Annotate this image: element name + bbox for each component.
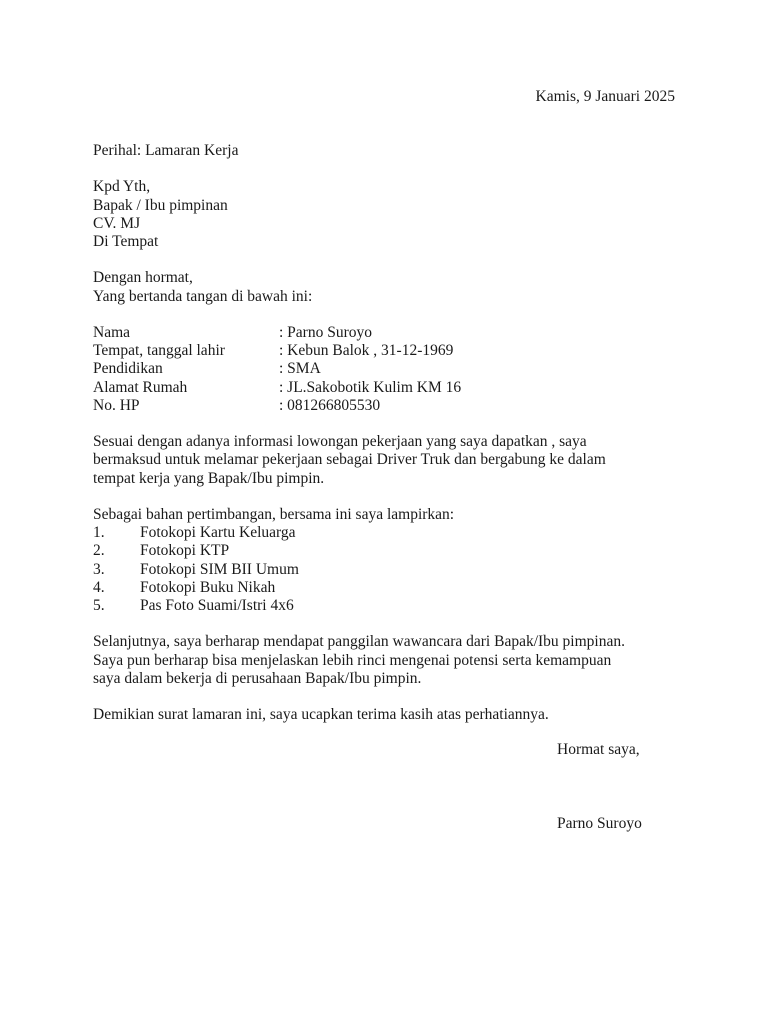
list-number: 5. <box>93 597 105 614</box>
list-item <box>93 524 683 542</box>
identity-row <box>93 324 683 342</box>
list-item <box>93 597 683 615</box>
identity-label: Tempat, tanggal lahir <box>93 342 225 360</box>
identity-label: Pendidikan <box>93 360 163 378</box>
identity-value: : Kebun Balok , 31-12-1969 <box>279 342 454 360</box>
identity-label: Nama <box>93 323 131 341</box>
paragraph-line: Saya pun berharap bisa menjelaskan lebih rinci mengenai potensi serta kemampuan <box>93 651 612 669</box>
subject-line: Perihal: Lamaran Kerja <box>93 142 239 159</box>
recipient-block <box>93 178 683 251</box>
paragraph-line: saya dalam bekerja di perusahaan Bapak/Ibu pimpin. <box>93 669 422 687</box>
identity-row <box>93 360 683 378</box>
greeting: Dengan hormat, <box>93 269 193 287</box>
letter-date: Kamis, 9 Januari 2025 <box>535 88 675 105</box>
recipient-line: Bapak / Ibu pimpinan <box>93 196 228 214</box>
identity-value: : Parno Suroyo <box>279 323 372 341</box>
closing-statement: Demikian surat lamaran ini, saya ucapkan terima kasih atas perhatiannya. <box>93 706 549 724</box>
list-text: Fotokopi SIM BII Umum <box>140 560 299 578</box>
list-item <box>93 561 683 579</box>
list-item <box>93 542 683 560</box>
identity-row <box>93 379 683 397</box>
list-text: Fotokopi Buku Nikah <box>140 578 276 596</box>
identity-value: : 081266805530 <box>279 396 381 414</box>
list-number: 2. <box>93 542 105 560</box>
closing-salutation: Hormat saya, <box>557 741 640 758</box>
identity-row <box>93 342 683 360</box>
identity-table <box>93 324 683 415</box>
list-item <box>93 579 683 597</box>
list-text: Fotokopi KTP <box>140 542 230 560</box>
identity-row <box>93 397 683 415</box>
paragraph-line: bermaksud untuk melamar pekerjaan sebagai Driver Truk dan bergabung ke dalam <box>93 451 606 469</box>
identity-label: Alamat Rumah <box>93 378 188 396</box>
recipient-line: Kpd Yth, <box>93 178 151 196</box>
attachments-intro: Sebagai bahan pertimbangan, bersama ini saya lampirkan: <box>93 505 455 523</box>
attachments-list <box>93 524 683 615</box>
paragraph-hope <box>93 633 683 688</box>
list-text: Fotokopi Kartu Keluarga <box>140 524 296 542</box>
paragraph-line: Selanjutnya, saya berharap mendapat panggilan wawancara dari Bapak/Ibu pimpinan. <box>93 633 625 651</box>
paragraph-line: Sesuai dengan adanya informasi lowongan pekerjaan yang saya dapatkan , saya <box>93 433 587 451</box>
identity-value: : SMA <box>279 360 321 378</box>
identity-label: No. HP <box>93 396 140 414</box>
identity-value: : JL.Sakobotik Kulim KM 16 <box>279 378 462 396</box>
letter-body <box>93 142 683 724</box>
recipient-line: Di Tempat <box>93 233 159 250</box>
list-text: Pas Foto Suami/Istri 4x6 <box>140 597 294 614</box>
recipient-line: CV. MJ <box>93 214 141 232</box>
signer-name: Parno Suroyo <box>557 815 642 832</box>
intro-line: Yang bertanda tangan di bawah ini: <box>93 287 313 305</box>
list-number: 3. <box>93 560 105 578</box>
list-number: 1. <box>93 524 105 542</box>
paragraph-line: tempat kerja yang Bapak/Ibu pimpin. <box>93 469 325 487</box>
paragraph-purpose <box>93 433 683 488</box>
list-number: 4. <box>93 578 105 596</box>
